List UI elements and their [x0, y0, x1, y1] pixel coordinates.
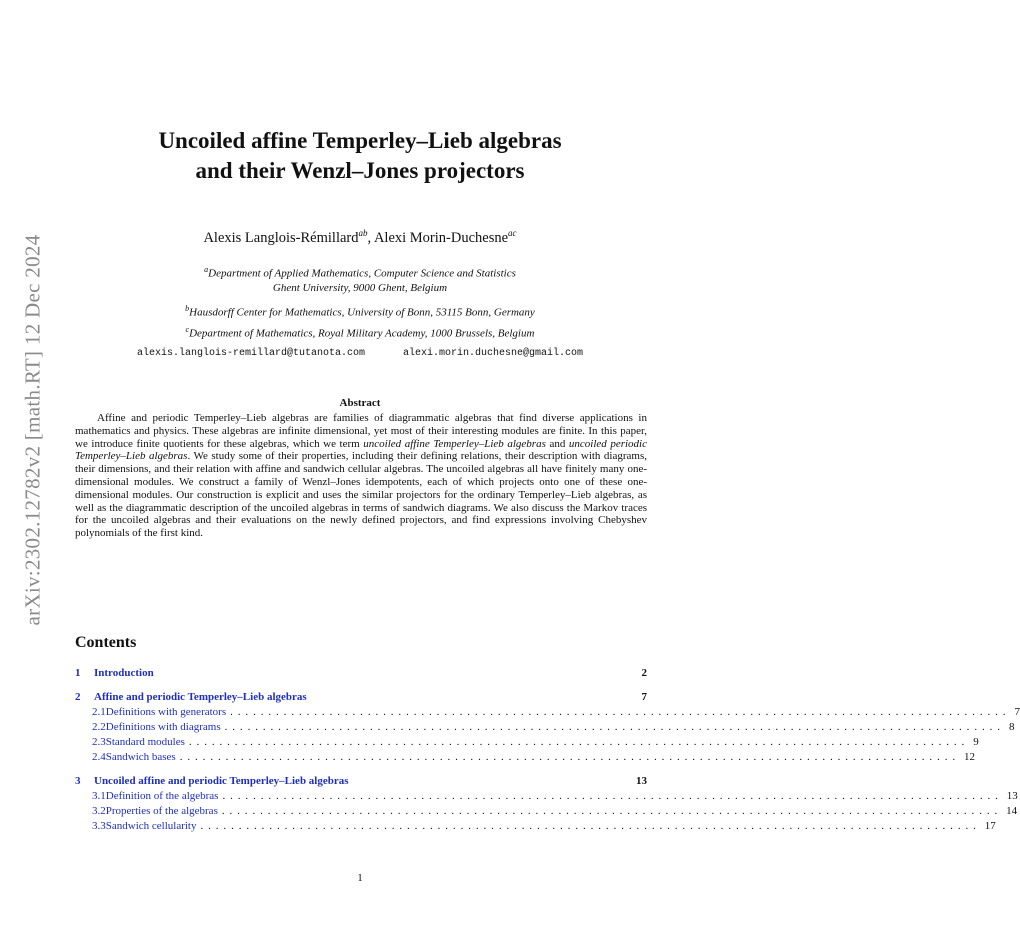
- toc-section-title: Affine and periodic Temperley–Lieb algebras: [94, 691, 307, 703]
- toc-subsection-title: Properties of the algebras: [105, 805, 218, 817]
- toc-subsection-title: Definition of the algebras: [105, 790, 219, 802]
- toc-page-number: 9: [973, 736, 979, 748]
- affiliation-marker: ac: [508, 228, 517, 238]
- toc-section-link[interactable]: [75, 774, 647, 789]
- affiliation-marker: ab: [358, 228, 368, 238]
- affiliation-text: Hausdorff Center for Mathematics, University of Bonn, 53115 Bonn, Germany: [189, 306, 535, 319]
- toc-page-number: 7: [1014, 706, 1020, 718]
- toc-section-number: 3: [75, 775, 81, 787]
- affiliation-text: Department of Applied Mathematics, Computer Science and Statistics: [208, 267, 516, 280]
- toc-page-number: 2: [641, 667, 647, 679]
- toc-subsection-link[interactable]: [75, 735, 979, 750]
- toc-subsection-title: Standard modules: [105, 736, 185, 748]
- affiliation-a: [0, 263, 720, 295]
- toc-leader-dots: ......................................................................................................: [221, 805, 1003, 817]
- toc-leader-dots: ......................................................................................................: [224, 721, 1005, 733]
- affiliation-text: Department of Mathematics, Royal Military Academy, 1000 Brussels, Belgium: [189, 327, 535, 340]
- toc-subsection-link[interactable]: [75, 789, 1018, 804]
- title-line-2: and their Wenzl–Jones projectors: [195, 158, 525, 183]
- toc-subsection-title: Sandwich bases: [105, 751, 176, 763]
- abstract-segment: Affine and periodic Temperley–Lieb algebras are families of diagrammatic algebras that find diverse applications in mathematics and physics. These algebras are infinite dimensional, yet most of their interesting modules are finite. In this paper, we introduce finite quotients for these algebras, which we term: [75, 412, 647, 450]
- toc-page-number: 7: [641, 691, 647, 703]
- toc-subsection-number: 3.2: [92, 805, 106, 817]
- toc-section-number: 2: [75, 691, 81, 703]
- toc-subsection-title: Sandwich cellularity: [105, 820, 197, 832]
- toc-leader-dots: ......................................................................................................: [179, 751, 961, 763]
- author-separator: ,: [367, 229, 374, 246]
- toc-subsection-title: Definitions with diagrams: [105, 721, 221, 733]
- abstract-emphasis: uncoiled affine Temperley–Lieb algebras: [363, 437, 546, 450]
- contents-heading: Contents: [75, 634, 137, 651]
- toc-section-number: 1: [75, 667, 81, 679]
- affiliation-marker: a: [204, 265, 209, 274]
- toc-page-number: 14: [1006, 805, 1018, 817]
- toc-page-number: 13: [1006, 790, 1018, 802]
- toc-page-number: 12: [964, 751, 976, 763]
- table-of-contents: [75, 666, 1020, 834]
- toc-subsection-number: 2.3: [92, 736, 106, 748]
- author-name: Alexi Morin-Duchesne: [373, 229, 509, 246]
- toc-subsection-link[interactable]: [75, 720, 1015, 735]
- toc-section-title: Uncoiled affine and periodic Temperley–Lieb algebras: [94, 775, 349, 787]
- toc-page-number: 13: [636, 775, 647, 787]
- toc-section-link[interactable]: [75, 666, 647, 681]
- toc-leader-dots: ......................................................................................................: [200, 820, 981, 832]
- toc-subsection-number: 3.1: [92, 790, 106, 802]
- email-link[interactable]: alexis.langlois-remillard@tutanota.com: [136, 348, 365, 359]
- page-number: 1: [357, 872, 363, 884]
- title-line-1: Uncoiled affine Temperley–Lieb algebras: [158, 128, 562, 153]
- affiliation-marker: b: [185, 304, 190, 313]
- arxiv-identifier: arXiv:2302.12782v2 [math.RT] 12 Dec 2024: [20, 234, 45, 626]
- toc-subsection-link[interactable]: [75, 750, 976, 765]
- toc-subsection-number: 2.4: [92, 751, 106, 763]
- abstract-segment: . We study some of their properties, including their defining relations, their description with diagrams, their dimensions, and their relation with affine and sandwich cellular algebras. The uncoiled algebras all have finitely many one-dimensional modules. We construct a family of Wenzl–Jones idempotents, each of which projects onto one of these one-dimensional modules. Our construction is explicit and uses the similar projectors for the ordinary Temperley–Lieb algebras, as well as the diagrammatic description of the uncoiled algebras in terms of sandwich diagrams. We also discuss the Markov traces for the uncoiled algebras and their evaluations on the newly defined projectors, and find expressions involving Chebyshev polynomials of the first kind.: [75, 450, 647, 540]
- abstract-heading: Abstract: [339, 397, 381, 409]
- toc-subsection-link[interactable]: [75, 819, 996, 834]
- author-list: [0, 228, 720, 247]
- affiliation-text: Ghent University, 9000 Ghent, Belgium: [272, 281, 448, 294]
- toc-page-number: 8: [1008, 721, 1015, 733]
- toc-section-link[interactable]: [75, 690, 647, 705]
- toc-subsection-link[interactable]: [75, 804, 1018, 819]
- email-line: [0, 348, 720, 359]
- author-name: Alexis Langlois-Rémillard: [203, 229, 359, 246]
- email-link[interactable]: alexi.morin.duchesne@gmail.com: [403, 348, 584, 359]
- abstract-text: [75, 412, 647, 540]
- toc-subsection-number: 2.2: [92, 721, 106, 733]
- affiliation-marker: c: [185, 325, 190, 334]
- toc-subsection-number: 3.3: [92, 820, 106, 832]
- toc-subsection-link[interactable]: [75, 705, 1020, 720]
- abstract-segment: and: [545, 437, 569, 450]
- toc-page-number: 17: [984, 820, 996, 832]
- toc-subsection-title: Definitions with generators: [105, 706, 227, 718]
- toc-leader-dots: ......................................................................................................: [188, 736, 970, 748]
- toc-section-title: Introduction: [94, 667, 154, 679]
- affiliation-c: [0, 323, 720, 341]
- toc-leader-dots: ......................................................................................................: [222, 790, 1003, 802]
- abstract-emphasis: uncoiled periodic Temperley–Lieb algebras: [75, 437, 647, 463]
- toc-subsection-number: 2.1: [92, 706, 106, 718]
- paper-title: [0, 126, 720, 186]
- toc-leader-dots: ......................................................................................................: [230, 706, 1011, 718]
- affiliation-b: [0, 302, 720, 320]
